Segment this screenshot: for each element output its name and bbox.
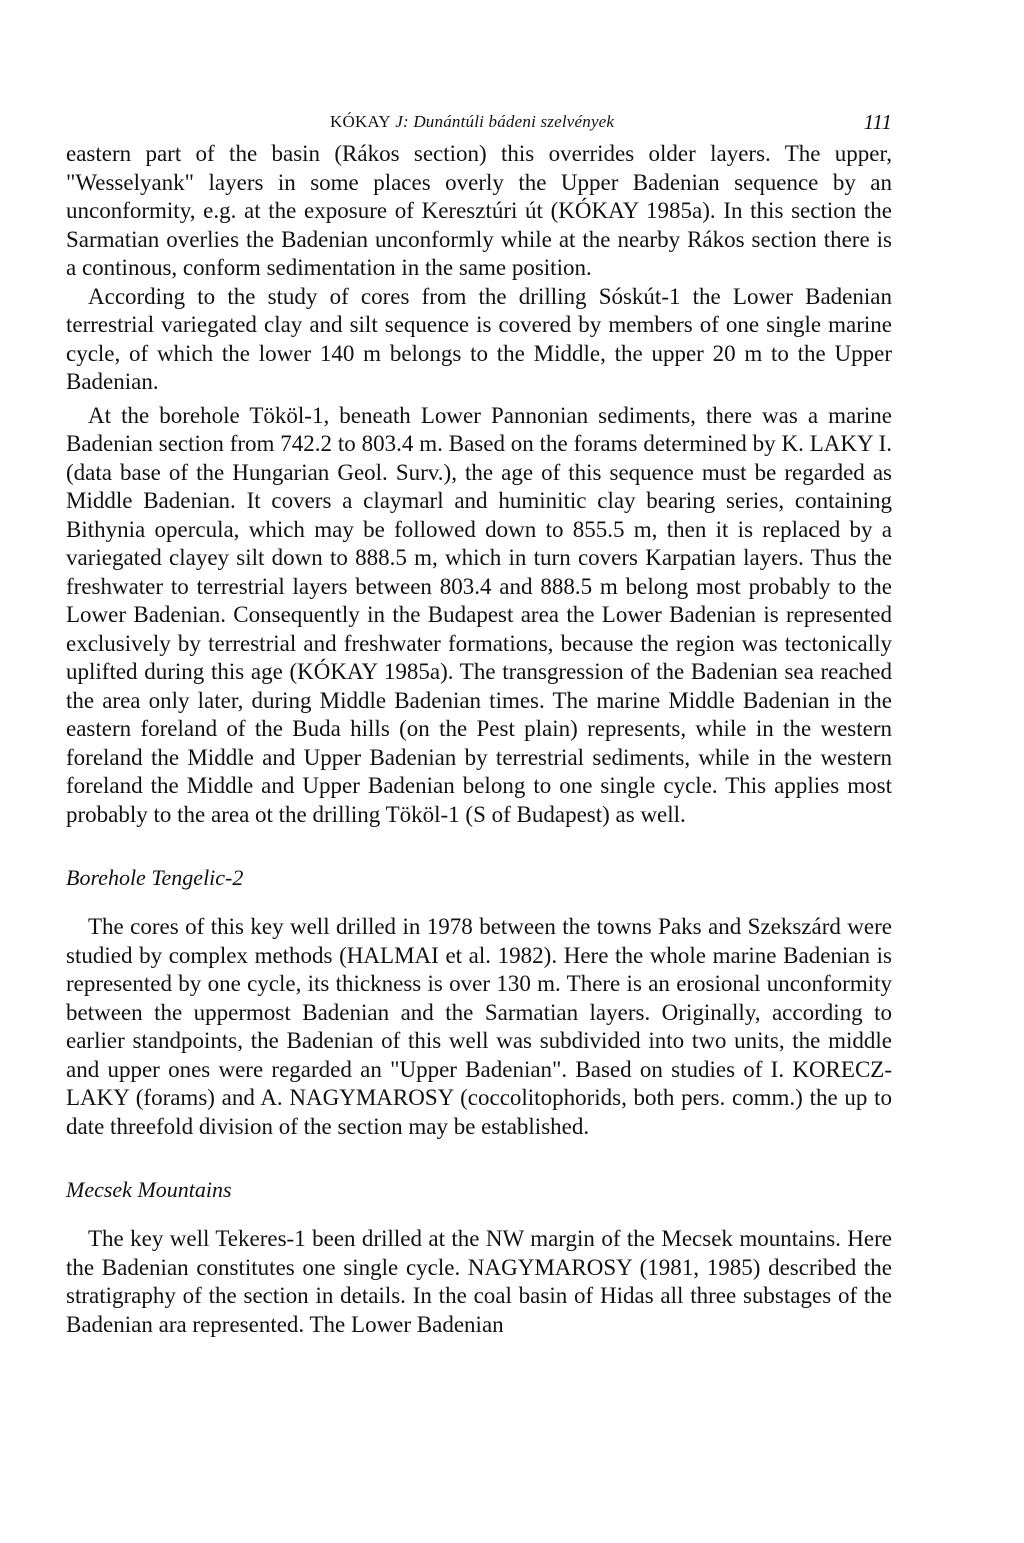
running-title (330, 112, 614, 132)
paragraph-tengelic: The cores of this key well drilled in 1978 between the towns Paks and Szekszárd were studied by complex methods (HALMAI et al. 1982). Here the whole marine Badenian is represented by one cycle, its thickness is over 130 m. There is an erosional unconformity between the uppermost Badenian and the Sarmatian layers. Originally, according to earlier standpoints, the Badenian of this well was subdivided into two units, the middle and upper ones were regarded an "Upper Badenian". Based on studies of I. KORECZ-LAKY (forams) and A. NAGYMAROSY (coccolitophorids, both pers. comm.) the up to date threefold division of the section may be established. (66, 914, 892, 1139)
running-title-author: KÓKAY (330, 112, 391, 131)
paragraph-rakos: eastern part of the basin (Rákos section) this overrides older layers. The upper, "Wesselyank" layers in some places overly the Upper Badenian sequence by an unconformity, e.g. at the exposure of Keresztúri út (KÓKAY 1985a). In this section the Sarmatian overlies the Badenian unconformly while at the nearby Rákos section there is a continous, conform sedimentation in the same position. (66, 141, 892, 280)
paragraph-soskut: According to the study of cores from the drilling Sóskút-1 the Lower Badenian terrestrial variegated clay and silt sequence is covered by members of one single marine cycle, of which the lower 140 m belongs to the Middle, the upper 20 m to the Upper Badenian. (66, 283, 892, 394)
document-page (66, 100, 892, 1339)
page-number: 111 (863, 110, 892, 134)
paragraph-mecsek: The key well Tekeres-1 been drilled at the NW margin of the Mecsek mountains. Here the Badenian constitutes one single cycle. NAGYMAROSY (1981, 1985) described the stratigraphy of the section in details. In the coal basin of Hidas all three substages of the Badenian ara represented. The Lower Badenian (66, 1226, 892, 1337)
running-title-text: J: Dunántúli bádeni szelvények (390, 112, 615, 131)
section-heading-mecsek: Mecsek Mountains (66, 1177, 232, 1202)
paragraph-tokol: At the borehole Tököl-1, beneath Lower Pannonian sediments, there was a marine Badenian section from 742.2 to 803.4 m. Based on the forams determined by K. LAKY I. (data base of the Hungarian Geol. Surv.), the age of this sequence must be regarded as Middle Badenian. It covers a claymarl and huminitic clay bearing series, containing Bithynia opercula, which may be followed down to 855.5 m, then it is replaced by a variegated clayey silt down to 888.5 m, which in turn covers Karpatian layers. Thus the freshwater to terrestrial layers between 803.4 and 888.5 m belong most probably to the Lower Badenian. Consequently in the Budapest area the Lower Badenian is represented exclusively by terrestrial and freshwater formations, because the region was tectonically uplifted during this age (KÓKAY 1985a). The transgression of the Badenian sea reached the area only later, during Middle Badenian times. The marine Middle Badenian in the eastern foreland of the Buda hills (on the Pest plain) represents, while in the western foreland the Middle and Upper Badenian by terrestrial sediments, while in the western foreland the Middle and Upper Badenian belong to one single cycle. This applies most probably to the area ot the drilling Tököl-1 (S of Budapest) as well. (66, 402, 892, 827)
running-header (66, 100, 892, 140)
section-heading-tengelic: Borehole Tengelic-2 (66, 865, 244, 890)
